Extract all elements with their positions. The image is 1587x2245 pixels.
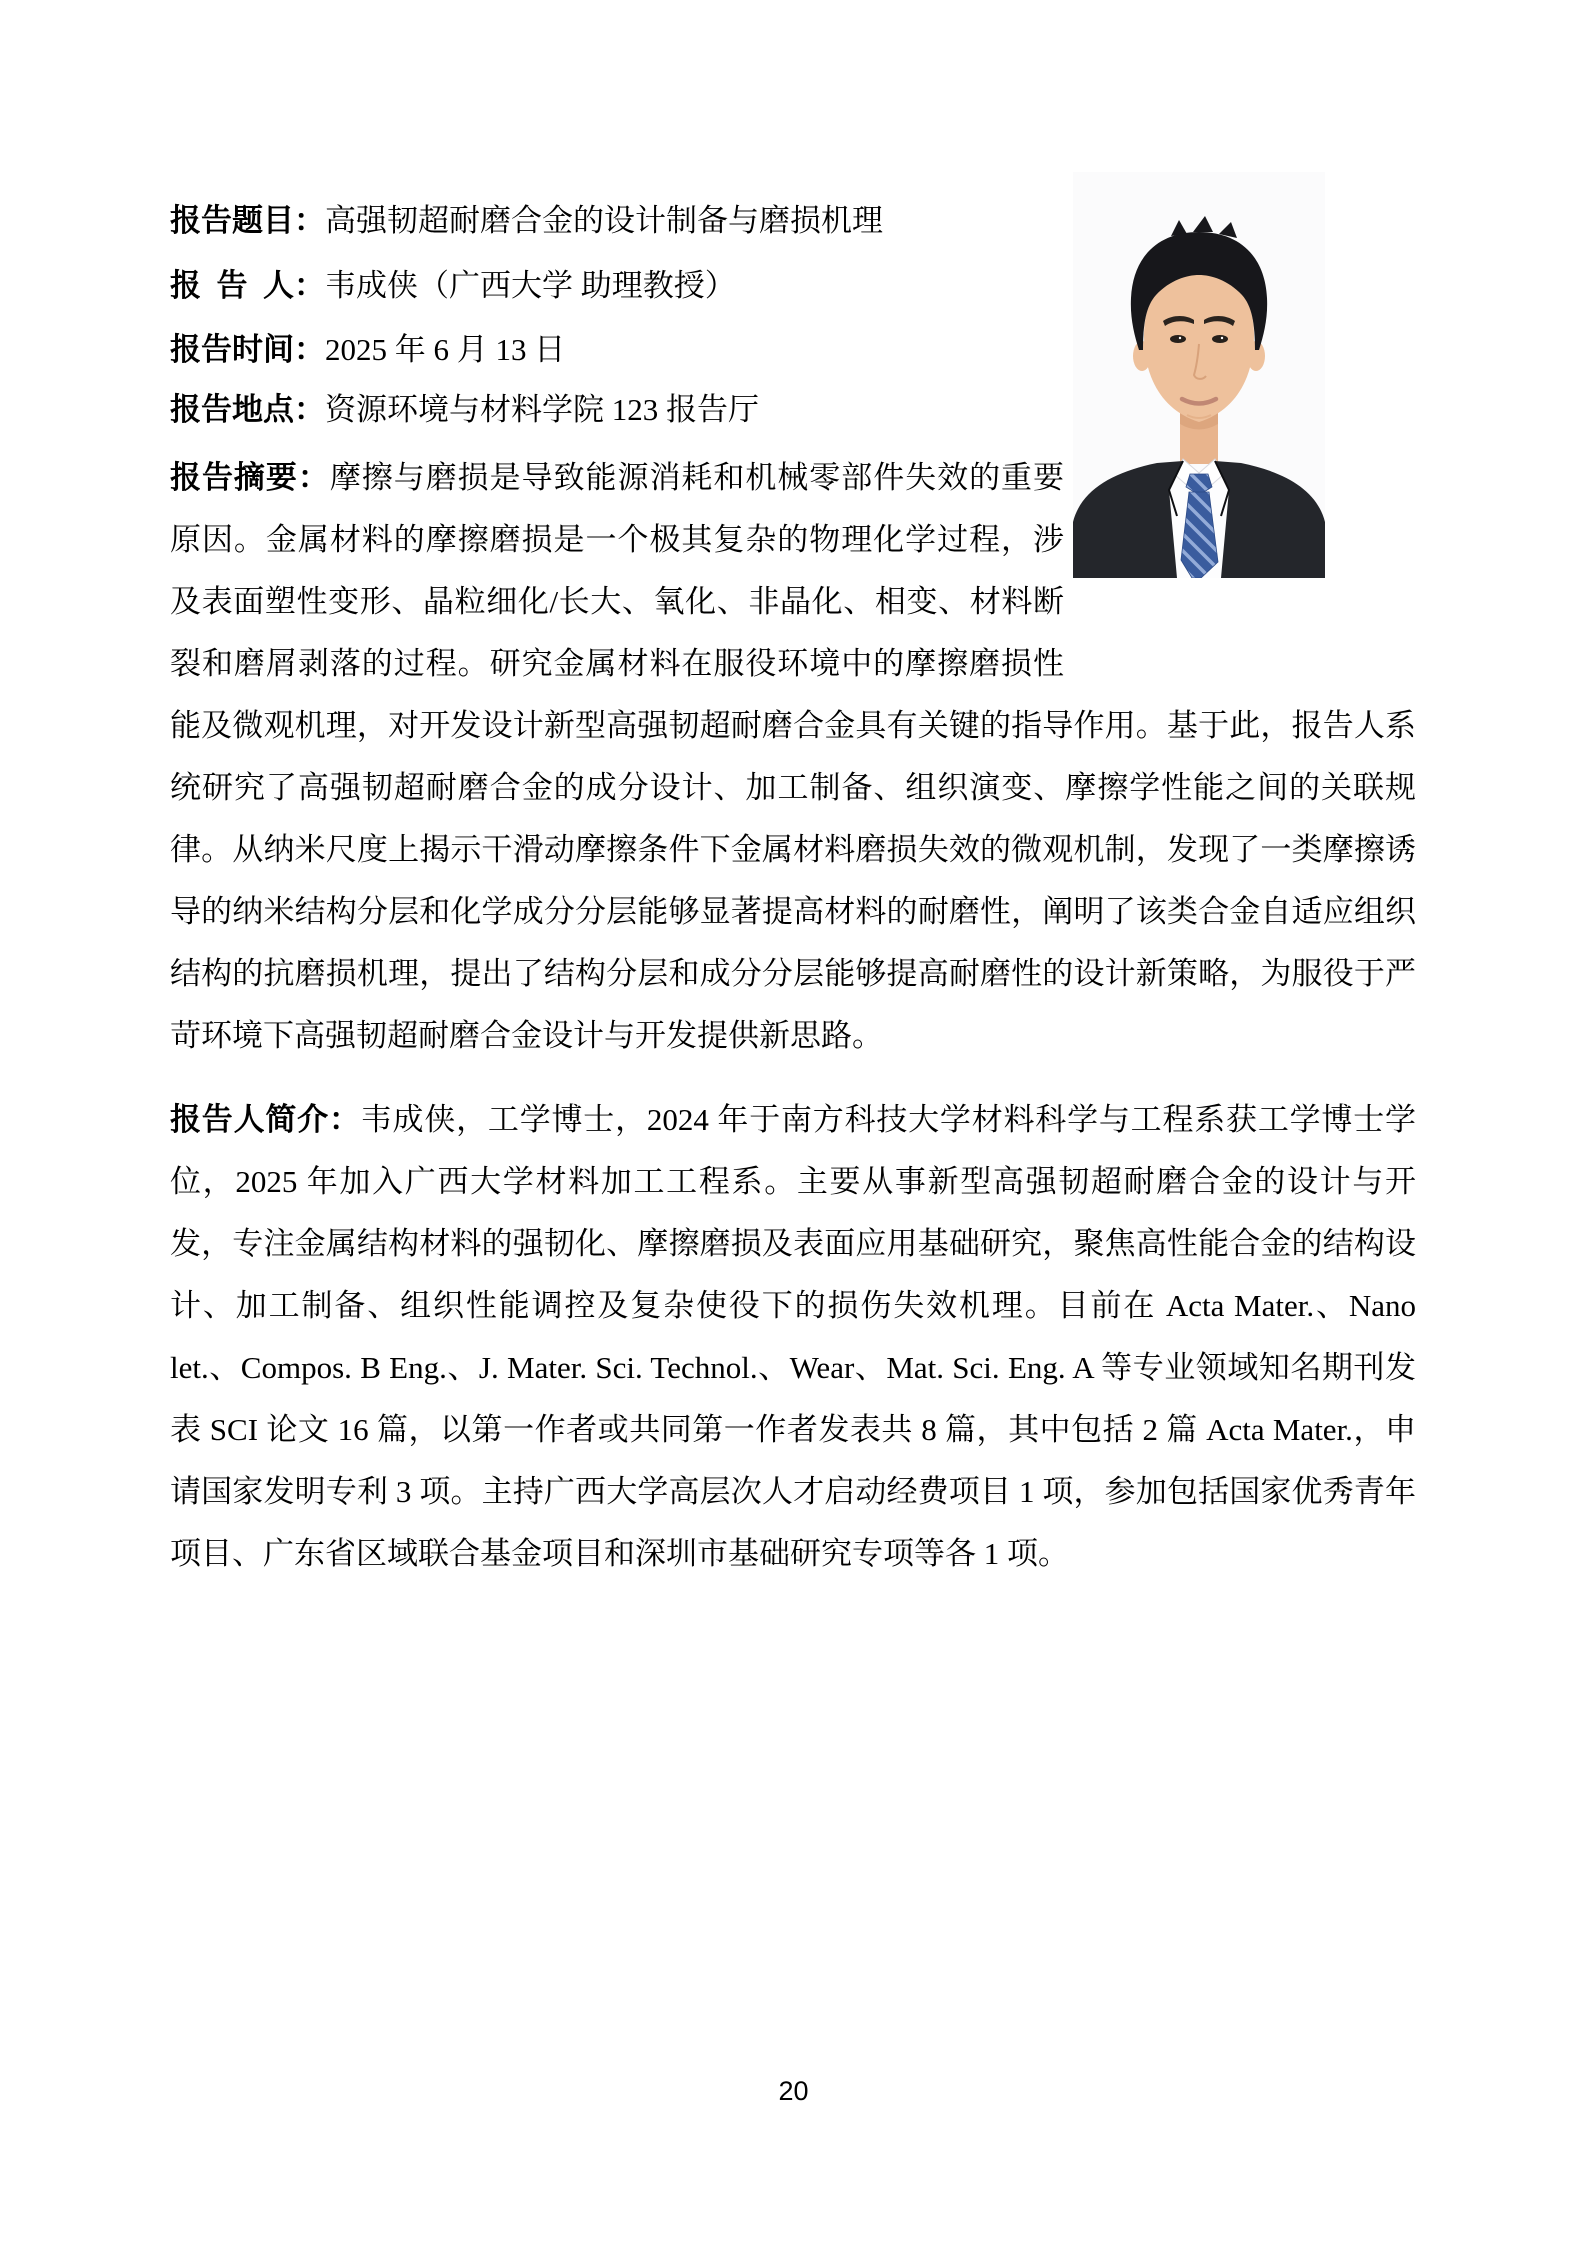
speaker-photo-illustration <box>1073 172 1325 578</box>
speaker-photo <box>1073 172 1325 578</box>
abstract-text: 摩擦与磨损是导致能源消耗和机械零部件失效的重要原因。金属材料的摩擦磨损是一个极其复杂的物理化学过程，涉及表面塑性变形、晶粒细化/长大、氧化、非晶化、相变、材料断裂和磨屑剥落的过程。研究金属材料在服役环境中的摩擦磨损性能及微观机理，对开发设计新型高强韧超耐磨合金具有关键的指导作用。基于此，报告人系统研究了高强韧超耐磨合金的成分设计、加工制备、组织演变、摩擦学性能之间的关联规律。从纳米尺度上揭示干滑动摩擦条件下金属材料磨损失效的微观机制，发现了一类摩擦诱导的纳米结构分层和化学成分分层能够显著提高材料的耐磨性，阐明了该类合金自适应组织结构的抗磨损机理，提出了结构分层和成分分层能够提高耐磨性的设计新策略，为服役于严苛环境下高强韧超耐磨合金设计与开发提供新思路。 <box>170 460 1416 1053</box>
report-speaker-value: 韦成侠（广西大学 助理教授） <box>325 268 736 303</box>
bio-text: 韦成侠，工学博士，2024 年于南方科技大学材料科学与工程系获工学博士学位，2025 年加入广西大学材料加工工程系。主要从事新型高强韧超耐磨合金的设计与开发，专注金属结构材料的强韧化、摩擦磨损及表面应用基础研究，聚焦高性能合金的结构设计、加工制备、组织性能调控及复杂使役下的损伤失效机理。目前在 Acta Mater.、Nano let.、Compos. B Eng.、J. Mater. Sci. Technol.、Wear、Mat. Sci. Eng. A 等专业领域知名期刊发表 SCI 论文 16 篇，以第一作者或共同第一作者发表共 8 篇，其中包括 2 篇 Acta Mater.，申请国家发明专利 3 项。主持广西大学高层次人才启动经费项目 1 项，参加包括国家优秀青年项目、广东省区域联合基金项目和深圳市基础研究专项等各 1 项。 <box>170 1102 1417 1571</box>
report-location-label: 报告地点： <box>170 392 325 427</box>
eye-right <box>1212 335 1228 343</box>
abstract-label: 报告摘要： <box>170 460 330 495</box>
page-number: 20 <box>778 2076 809 2106</box>
report-location-value: 资源环境与材料学院 123 报告厅 <box>325 392 759 427</box>
report-speaker-label: 报 告 人： <box>170 268 325 303</box>
eye-left-glint <box>1179 337 1181 339</box>
bio-paragraph <box>170 1089 1416 1585</box>
report-time-label: 报告时间： <box>170 332 325 367</box>
report-title-value: 高强韧超耐磨合金的设计制备与磨损机理 <box>325 203 883 238</box>
eye-right-glint <box>1221 337 1223 339</box>
bio-label: 报告人简介： <box>170 1102 361 1137</box>
report-title-label: 报告题目： <box>170 203 325 238</box>
report-time-value: 2025 年 6 月 13 日 <box>325 332 566 367</box>
eye-left <box>1170 335 1186 343</box>
